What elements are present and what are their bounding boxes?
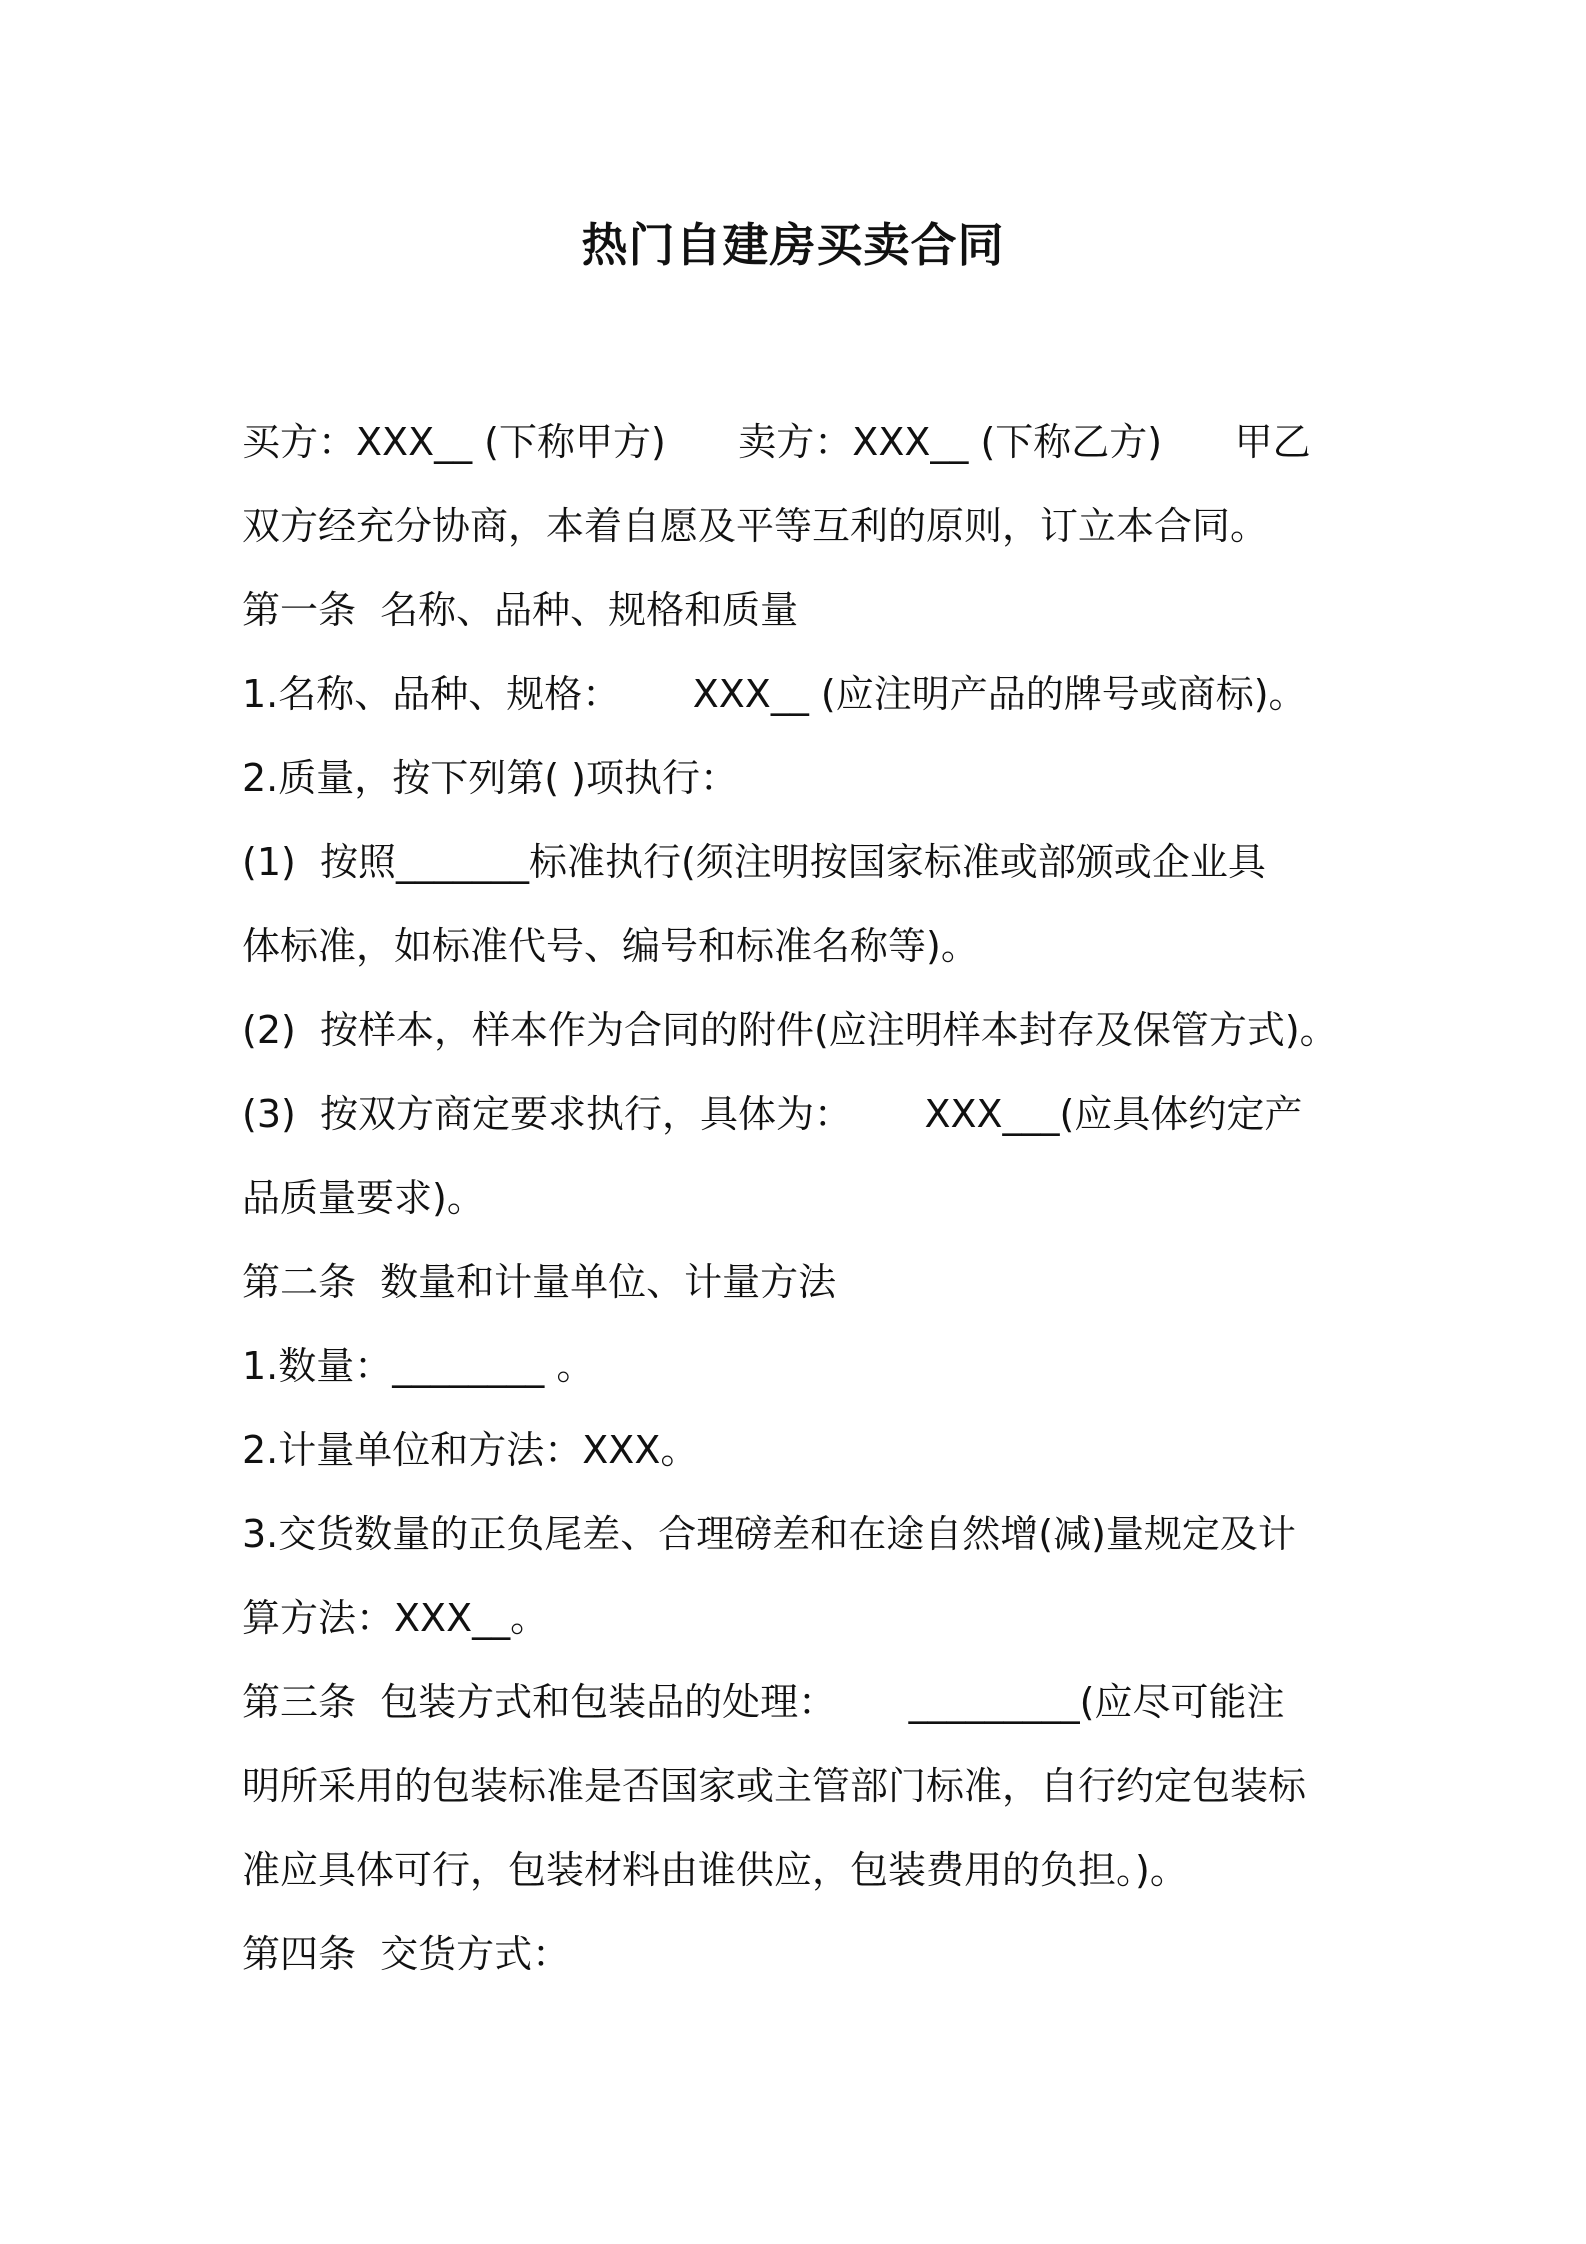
article-2-item-3: 3.交货数量的正负尾差、合理磅差和在途自然增(减)量规定及计 bbox=[242, 1512, 1296, 1556]
article-2-heading: 第二条 数量和计量单位、计量方法 bbox=[242, 1260, 837, 1304]
article-4-heading: 第四条 交货方式： bbox=[242, 1932, 571, 1976]
article-2-item-2: 2.计量单位和方法：XXX。 bbox=[242, 1428, 699, 1472]
document-title: 热门自建房买卖合同 bbox=[581, 218, 1005, 272]
article-3-heading: 第三条 包装方式和包装品的处理： _________(应尽可能注 bbox=[242, 1680, 1285, 1724]
party-line: 买方：XXX__ (下称甲方) 卖方：XXX__ (下称乙方) 甲乙 bbox=[242, 420, 1311, 464]
quality-option-3: (3) 按双方商定要求执行，具体为： XXX___(应具体约定产 bbox=[242, 1092, 1303, 1136]
article-3-cont-2: 准应具体可行，包装材料由谁供应，包装费用的负担。)。 bbox=[242, 1848, 1188, 1892]
preamble-line: 双方经充分协商，本着自愿及平等互利的原则，订立本合同。 bbox=[242, 504, 1269, 548]
article-3-cont-1: 明所采用的包装标准是否国家或主管部门标准，自行约定包装标 bbox=[242, 1764, 1307, 1808]
quality-option-1-cont: 体标准，如标准代号、编号和标准名称等)。 bbox=[242, 924, 979, 968]
article-1-item-2: 2.质量，按下列第( )项执行： bbox=[242, 756, 738, 800]
article-1-heading: 第一条 名称、品种、规格和质量 bbox=[242, 588, 799, 632]
quality-option-2: (2) 按样本，样本作为合同的附件(应注明样本封存及保管方式)。 bbox=[242, 1008, 1338, 1052]
document-body bbox=[242, 400, 1352, 1996]
article-1-item-1: 1.名称、品种、规格： XXX__ (应注明产品的牌号或商标)。 bbox=[242, 672, 1307, 716]
article-2-item-3-cont: 算方法：XXX__。 bbox=[242, 1596, 549, 1640]
article-2-item-1: 1.数量：________ 。 bbox=[242, 1344, 595, 1388]
quality-option-1: (1) 按照_______标准执行(须注明按国家标准或部颁或企业具 bbox=[242, 840, 1266, 884]
quality-option-3-cont: 品质量要求)。 bbox=[242, 1176, 485, 1220]
